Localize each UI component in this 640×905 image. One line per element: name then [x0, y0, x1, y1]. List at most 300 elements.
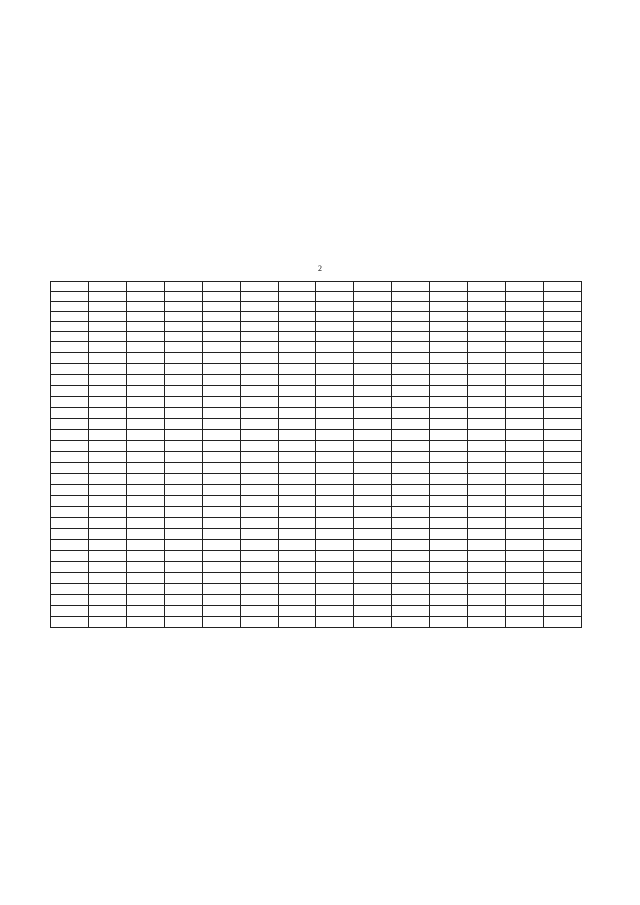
table-cell [354, 474, 392, 485]
table-cell [164, 452, 202, 463]
table-cell [430, 408, 468, 419]
table-cell [430, 419, 468, 430]
table-cell [316, 595, 354, 606]
table-cell [51, 441, 89, 452]
table-cell [468, 606, 506, 617]
table-cell [240, 518, 278, 529]
table-cell [88, 353, 126, 364]
table-cell [88, 606, 126, 617]
table-cell [51, 529, 89, 540]
table-cell [543, 302, 581, 312]
table-cell [240, 386, 278, 397]
table-cell [316, 332, 354, 342]
table-cell [278, 518, 316, 529]
table-cell [278, 322, 316, 332]
table-cell [126, 408, 164, 419]
table-cell [543, 397, 581, 408]
table-cell [430, 386, 468, 397]
table-cell [202, 452, 240, 463]
table-cell [354, 302, 392, 312]
table-cell [51, 430, 89, 441]
table-cell [51, 282, 89, 292]
table-cell [430, 364, 468, 375]
table-cell [543, 430, 581, 441]
table-cell [202, 282, 240, 292]
table-cell [202, 322, 240, 332]
table-cell [354, 408, 392, 419]
table-cell [126, 507, 164, 518]
table-cell [164, 386, 202, 397]
table-cell [164, 322, 202, 332]
table-cell [468, 496, 506, 507]
table-cell [430, 397, 468, 408]
table-cell [240, 617, 278, 628]
table-cell [506, 386, 544, 397]
table-cell [126, 562, 164, 573]
table-cell [392, 322, 430, 332]
table-cell [88, 485, 126, 496]
table-cell [88, 397, 126, 408]
table-cell [468, 617, 506, 628]
table-cell [51, 485, 89, 496]
table-cell [392, 595, 430, 606]
table-cell [88, 518, 126, 529]
table-cell [506, 312, 544, 322]
table-cell [126, 282, 164, 292]
table-row [51, 441, 582, 452]
table-row [51, 551, 582, 562]
table-cell [88, 342, 126, 353]
table-cell [164, 342, 202, 353]
table-cell [126, 485, 164, 496]
table-cell [392, 332, 430, 342]
table-cell [468, 353, 506, 364]
table-cell [126, 595, 164, 606]
table-cell [392, 452, 430, 463]
table-cell [164, 584, 202, 595]
table-cell [392, 518, 430, 529]
table-cell [316, 419, 354, 430]
table-cell [430, 292, 468, 302]
table-cell [354, 606, 392, 617]
table-cell [354, 342, 392, 353]
table-cell [506, 408, 544, 419]
table-cell [51, 518, 89, 529]
table-cell [240, 364, 278, 375]
table-cell [51, 452, 89, 463]
table-cell [88, 332, 126, 342]
table-cell [278, 342, 316, 353]
table-cell [543, 375, 581, 386]
table-cell [88, 617, 126, 628]
table-cell [164, 292, 202, 302]
table-cell [430, 312, 468, 322]
table-cell [88, 441, 126, 452]
table-row [51, 419, 582, 430]
table-cell [506, 292, 544, 302]
table-cell [88, 282, 126, 292]
table-cell [240, 496, 278, 507]
table-cell [88, 302, 126, 312]
table-cell [354, 322, 392, 332]
table-cell [278, 606, 316, 617]
table-cell [316, 551, 354, 562]
table-cell [392, 606, 430, 617]
table-cell [51, 540, 89, 551]
table-cell [278, 507, 316, 518]
table-row [51, 474, 582, 485]
table-cell [164, 595, 202, 606]
table-cell [392, 397, 430, 408]
table-cell [240, 332, 278, 342]
table-cell [88, 551, 126, 562]
table-cell [430, 332, 468, 342]
table-cell [51, 312, 89, 322]
table-cell [240, 551, 278, 562]
table-cell [506, 364, 544, 375]
table-cell [278, 529, 316, 540]
table-cell [88, 364, 126, 375]
table-cell [430, 507, 468, 518]
table-cell [202, 312, 240, 322]
table-cell [240, 485, 278, 496]
table-cell [468, 573, 506, 584]
table-cell [202, 441, 240, 452]
table-row [51, 529, 582, 540]
table-cell [468, 282, 506, 292]
table-cell [278, 408, 316, 419]
table-cell [278, 496, 316, 507]
table-cell [202, 584, 240, 595]
table-cell [468, 419, 506, 430]
table-row [51, 584, 582, 595]
table-cell [468, 507, 506, 518]
table-cell [392, 540, 430, 551]
table-row [51, 452, 582, 463]
table-row [51, 292, 582, 302]
table-cell [278, 353, 316, 364]
table-cell [468, 386, 506, 397]
table-cell [240, 540, 278, 551]
table-cell [506, 584, 544, 595]
table-cell [316, 573, 354, 584]
table-row [51, 617, 582, 628]
table-cell [392, 496, 430, 507]
table-cell [202, 386, 240, 397]
table-cell [392, 573, 430, 584]
table-cell [240, 419, 278, 430]
table-cell [278, 292, 316, 302]
table-cell [506, 573, 544, 584]
table-cell [468, 322, 506, 332]
table-cell [240, 529, 278, 540]
table-cell [430, 540, 468, 551]
table-cell [543, 353, 581, 364]
table-cell [506, 463, 544, 474]
table-cell [51, 617, 89, 628]
table-cell [543, 419, 581, 430]
table-cell [506, 342, 544, 353]
table-row [51, 540, 582, 551]
table-cell [392, 485, 430, 496]
table-cell [164, 408, 202, 419]
table-cell [392, 507, 430, 518]
table-cell [354, 386, 392, 397]
table-cell [202, 353, 240, 364]
table-row [51, 430, 582, 441]
table-cell [392, 419, 430, 430]
table-cell [354, 540, 392, 551]
table-cell [430, 474, 468, 485]
table-cell [468, 540, 506, 551]
table-cell [354, 375, 392, 386]
table-cell [88, 322, 126, 332]
table-cell [430, 529, 468, 540]
table-cell [202, 507, 240, 518]
table-row [51, 386, 582, 397]
table-cell [354, 353, 392, 364]
table-cell [164, 540, 202, 551]
table-cell [51, 551, 89, 562]
table-cell [126, 332, 164, 342]
table-row [51, 282, 582, 292]
table-cell [278, 375, 316, 386]
table-row [51, 342, 582, 353]
table-cell [430, 551, 468, 562]
table-cell [88, 496, 126, 507]
table-row [51, 562, 582, 573]
table-cell [202, 364, 240, 375]
table-cell [202, 529, 240, 540]
table-cell [354, 292, 392, 302]
table-cell [278, 419, 316, 430]
table-cell [468, 452, 506, 463]
table-cell [240, 441, 278, 452]
table-cell [240, 606, 278, 617]
table-cell [430, 441, 468, 452]
table-cell [392, 474, 430, 485]
table-cell [202, 540, 240, 551]
table-cell [506, 606, 544, 617]
table-cell [543, 322, 581, 332]
table-cell [126, 364, 164, 375]
table-cell [543, 282, 581, 292]
table-cell [354, 573, 392, 584]
table-cell [126, 496, 164, 507]
table-cell [430, 430, 468, 441]
table-row [51, 485, 582, 496]
table-cell [164, 518, 202, 529]
table-cell [430, 496, 468, 507]
table-cell [240, 342, 278, 353]
table-cell [316, 606, 354, 617]
table-cell [51, 606, 89, 617]
table-cell [202, 397, 240, 408]
table-cell [88, 507, 126, 518]
table-cell [468, 441, 506, 452]
table-cell [164, 474, 202, 485]
table-cell [88, 463, 126, 474]
table-cell [543, 507, 581, 518]
table-cell [202, 606, 240, 617]
table-cell [316, 529, 354, 540]
table-cell [316, 408, 354, 419]
table-cell [51, 322, 89, 332]
table-cell [468, 312, 506, 322]
table-cell [392, 292, 430, 302]
table-cell [164, 562, 202, 573]
table-cell [164, 364, 202, 375]
table-cell [543, 408, 581, 419]
table-cell [506, 332, 544, 342]
table-cell [543, 292, 581, 302]
table-cell [543, 441, 581, 452]
table-cell [354, 595, 392, 606]
table-cell [51, 386, 89, 397]
table-cell [392, 364, 430, 375]
table-cell [468, 332, 506, 342]
table-cell [354, 617, 392, 628]
table-cell [202, 342, 240, 353]
table-cell [392, 408, 430, 419]
table-row [51, 353, 582, 364]
table-cell [506, 375, 544, 386]
table-cell [126, 463, 164, 474]
table-cell [392, 441, 430, 452]
table-cell [164, 282, 202, 292]
table-cell [126, 397, 164, 408]
table-cell [88, 562, 126, 573]
table-cell [316, 485, 354, 496]
table-cell [354, 364, 392, 375]
table-cell [506, 322, 544, 332]
table-cell [392, 375, 430, 386]
table-row [51, 302, 582, 312]
table-cell [278, 397, 316, 408]
table-cell [430, 518, 468, 529]
table-cell [126, 529, 164, 540]
table-cell [392, 529, 430, 540]
table-cell [202, 496, 240, 507]
table-cell [240, 584, 278, 595]
table-cell [316, 474, 354, 485]
table-cell [468, 397, 506, 408]
table-cell [506, 452, 544, 463]
table-cell [202, 518, 240, 529]
table-cell [354, 430, 392, 441]
table-cell [51, 463, 89, 474]
table-cell [164, 375, 202, 386]
table-cell [543, 364, 581, 375]
table-cell [202, 302, 240, 312]
table-cell [126, 540, 164, 551]
table-cell [126, 322, 164, 332]
table-cell [468, 518, 506, 529]
table-cell [126, 518, 164, 529]
table-cell [543, 312, 581, 322]
table-container [50, 281, 582, 604]
table-cell [164, 529, 202, 540]
table-cell [126, 617, 164, 628]
table-cell [202, 551, 240, 562]
table-cell [88, 419, 126, 430]
table-cell [316, 430, 354, 441]
table-cell [240, 507, 278, 518]
table-cell [316, 342, 354, 353]
table-cell [278, 540, 316, 551]
table-cell [430, 463, 468, 474]
table-cell [316, 292, 354, 302]
table-cell [468, 485, 506, 496]
table-cell [543, 463, 581, 474]
table-cell [278, 551, 316, 562]
table-cell [506, 302, 544, 312]
table-cell [506, 518, 544, 529]
table-cell [354, 485, 392, 496]
table-cell [126, 474, 164, 485]
table-cell [240, 408, 278, 419]
table-cell [126, 551, 164, 562]
table-cell [164, 485, 202, 496]
table-cell [354, 518, 392, 529]
table-cell [392, 342, 430, 353]
table-row [51, 518, 582, 529]
table-cell [202, 485, 240, 496]
table-cell [278, 617, 316, 628]
table-cell [543, 606, 581, 617]
table-cell [543, 584, 581, 595]
table-cell [430, 353, 468, 364]
table-cell [506, 562, 544, 573]
table-cell [543, 540, 581, 551]
table-cell [126, 441, 164, 452]
table-cell [240, 452, 278, 463]
table-cell [278, 386, 316, 397]
table-cell [430, 282, 468, 292]
table-cell [51, 332, 89, 342]
table-cell [88, 529, 126, 540]
table-cell [543, 332, 581, 342]
table-cell [88, 584, 126, 595]
table-cell [164, 397, 202, 408]
table-cell [164, 302, 202, 312]
table-cell [126, 302, 164, 312]
table-cell [316, 386, 354, 397]
table-cell [506, 430, 544, 441]
table-cell [468, 302, 506, 312]
table-cell [240, 463, 278, 474]
table-cell [278, 364, 316, 375]
table-cell [278, 430, 316, 441]
table-cell [240, 397, 278, 408]
table-cell [88, 452, 126, 463]
table-cell [468, 408, 506, 419]
table-cell [543, 518, 581, 529]
table-row [51, 312, 582, 322]
table-cell [506, 353, 544, 364]
table-cell [240, 375, 278, 386]
table-cell [278, 584, 316, 595]
table-cell [543, 496, 581, 507]
table-cell [316, 302, 354, 312]
table-cell [543, 551, 581, 562]
table-cell [51, 419, 89, 430]
table-cell [430, 302, 468, 312]
table-cell [354, 496, 392, 507]
table-cell [164, 419, 202, 430]
table-cell [506, 617, 544, 628]
table-cell [506, 397, 544, 408]
